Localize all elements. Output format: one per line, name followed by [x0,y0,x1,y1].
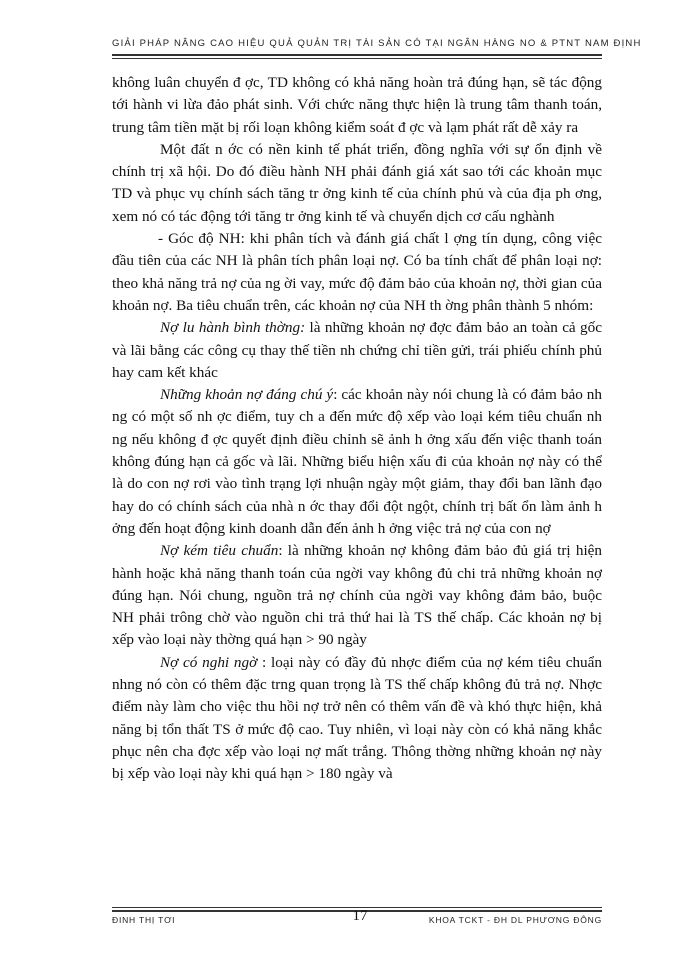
running-header: GIẢI PHÁP NÂNG CAO HIỆU QUẢ QUẢN TRỊ TÀI SẢN CÓ TẠI NGÂN HÀNG NO & PTNT NAM ĐỊNH [112,38,642,49]
term-substandard-debt: Nợ kém tiêu chuẩn [160,542,279,560]
header-rule-thin [112,58,602,59]
paragraph-standard-debt [112,317,602,384]
paragraph-doubtful-debt [112,652,602,786]
header-rule-thick [112,54,602,56]
paragraph-substandard-debt [112,540,602,651]
body-text [112,72,602,786]
footer-department: KHOA TCKT - ĐH DL PHƯƠNG ĐÔNG [428,915,602,925]
term-standard-debt: Nợ lu hành bình thờng: [160,319,306,337]
paragraph-watch-debt [112,384,602,540]
footer-author: ĐINH THỊ TƠI [112,915,176,925]
text-standard-debt: là những khoản nợ đợc đảm bảo an toàn cả gốc và lãi bằng các công cụ thay thế tiền nh chứng chỉ tiền gửi, trái phiếu chính phủ hay cam kết khác [112,319,602,381]
page-number: 17 [352,908,368,924]
text-substandard-debt: : là những khoản nợ không đảm bảo đủ giá trị hiện hành hoặc khả năng thanh toán của ngời vay không đủ chi trả những khoản nợ đúng hạn. Nói chung, nguồn trả nợ chính của ngời vay không đảm bảo, buộc NH phải trông chờ vào nguồn chi trả thứ hai là TS thế chấp. Các khoản nợ bị xếp vào loại này thờng quá hạn > 90 ngày [112,542,603,649]
term-doubtful-debt: Nợ có nghi ngờ [160,653,258,671]
paragraph-2: Một đất n ớc có nền kinh tế phát triển, đồng nghĩa với sự ổn định về chính trị xã hội. Do đó điều hành NH phải đánh giá xát sao tới các khoản mục TD và phục vụ chính sách tăng tr ởng kinh tế của chính phủ và của địa ph ơng, xem nó có tác động tới tăng tr ởng kinh tế và chuyển dịch cơ cấu nghành [112,140,602,225]
paragraph-1: không luân chuyển đ ợc, TD không có khả năng hoàn trả đúng hạn, sẽ tác động tới hành vi lừa đảo phát sinh. Với chức năng thực hiện là trung tâm thanh toán, trung tâm tiền mặt bị rối loạn không kiểm soát đ ợc và lạm phát rất dễ xảy ra [112,74,602,136]
paragraph-3: - Góc độ NH: khi phân tích và đánh giá chất l ợng tín dụng, công việc đầu tiên của các NH là phân tích phân loại nợ. Có ba tính chất để phân loại nợ: theo khả năng trả nợ của ng ời vay, mức độ đảm bảo của khoản nợ, thời gian của khoản nợ. Ba tiêu chuẩn trên, các khoản nợ của NH th ờng phân thành 5 nhóm: [112,230,602,314]
text-watch-debt: : các khoản này nói chung là có đảm bảo nh ng có một số nh ợc điểm, tuy ch a đến mức độ xếp vào loại kém tiêu chuẩn nh ng nếu không đ ợc quyết định điều chỉnh sẽ ảnh h ởng xấu đến việc thanh toán không đúng hạn cả gốc và lãi. Những biểu hiện xấu đi của khoản nợ này có thể là do con nợ rơi vào tình trạng lợi nhuận ngày một giảm, thay đổi ban lãnh đạo hay do có chính sách của nhà n ớc thay đổi đột ngột, chính trị bất ổn làm ảnh h ởng đến hoạt động kinh doanh dẫn đến ảnh h ởng việc trả nợ của con nợ [112,386,602,537]
term-watch-debt: Những khoản nợ đáng chú ý [160,386,334,404]
text-doubtful-debt: : loại này có đầy đủ nhợc điểm của nợ kém tiêu chuẩn nhng nó còn có thêm đặc trng quan trọng là TS thế chấp không đủ trả nợ. Nhợc điểm này làm cho việc thu hồi nợ trở nên có thêm vấn đề và khó thực hiện, khả năng bị tổn thất TS ở mức độ cao. Tuy nhiên, vì loại này còn có khả năng khắc phục nên cha đợc xếp vào loại nợ mất trắng. Thông thờng những khoản nợ này bị xếp vào loại này khi quá hạn > 180 ngày và [112,653,602,783]
